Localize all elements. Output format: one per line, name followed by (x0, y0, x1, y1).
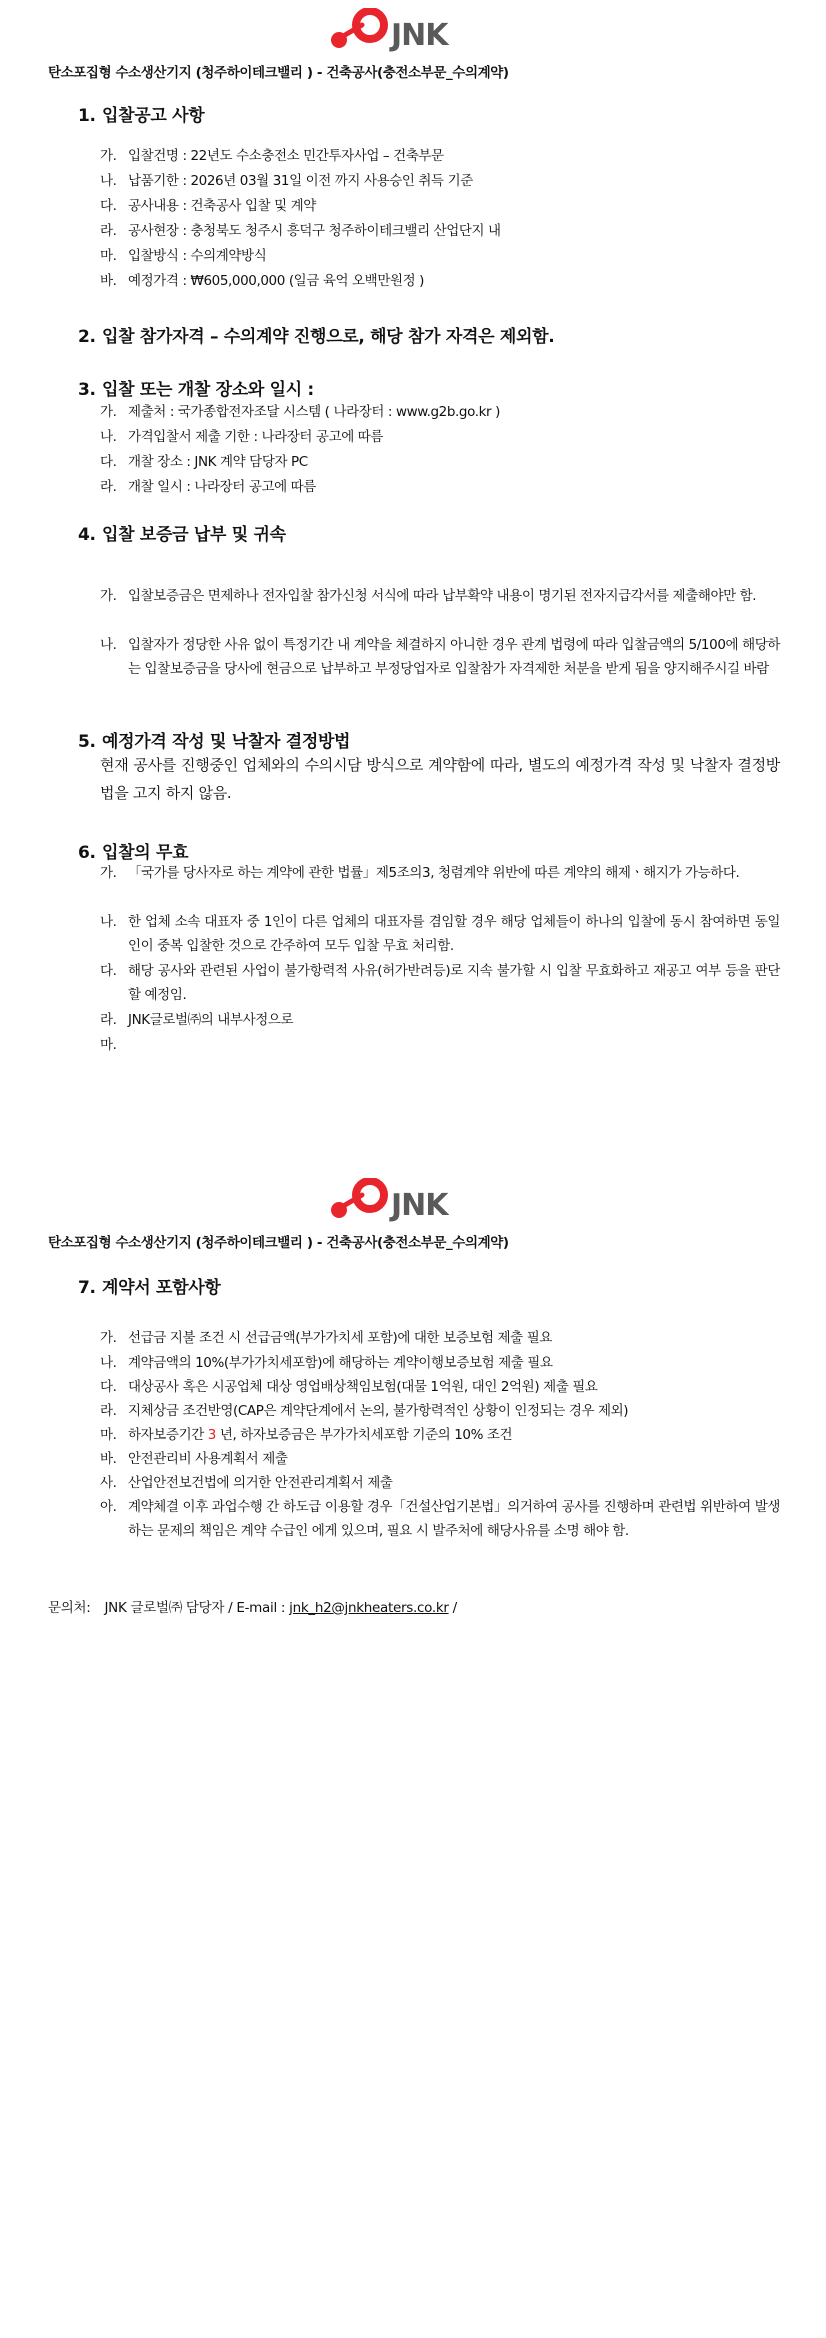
item-label: 가. (100, 588, 117, 604)
list-item (100, 144, 780, 168)
item-label: 나. (100, 637, 117, 653)
item-text: 공사내용 : 건축공사 입찰 및 계약 (128, 198, 316, 214)
item-text: 지체상금 조건반영(CAP은 계약단계에서 논의, 불가항력적인 상황이 인정되는 경우 제외) (128, 1403, 629, 1419)
list-item (100, 1423, 780, 1447)
item-label: 다. (100, 198, 117, 214)
list-item (100, 1351, 780, 1375)
list-item (100, 1326, 780, 1350)
list-item (100, 861, 780, 885)
section-number: 6. (78, 843, 96, 863)
item-label: 마. (100, 248, 117, 264)
item-text: 하자보증기간 (128, 1427, 208, 1443)
list-item (100, 959, 780, 1007)
section-number: 2. (78, 327, 96, 347)
contact-line (48, 1596, 457, 1616)
section-number: 1. (78, 106, 96, 126)
section-number: 7. (78, 1278, 96, 1298)
section-title: 계약서 포함사항 (102, 1278, 221, 1298)
list-item (100, 400, 780, 424)
document-header-title: 탄소포집형 수소생산기지 (청주하이테크밸리 ) - 건축공사(충전소부문_수의계약) (48, 65, 509, 81)
jnk-logo-mark-icon (326, 8, 396, 54)
item-label: 가. (100, 404, 117, 420)
list-item (100, 475, 780, 499)
item-text: 개찰 장소 : JNK 계약 담당자 PC (128, 454, 308, 470)
item-label: 다. (100, 1379, 117, 1395)
item-label: 다. (100, 454, 117, 470)
contact-label: 문의처: (48, 1600, 91, 1616)
item-label: 가. (100, 148, 117, 164)
contact-suffix: / (448, 1600, 457, 1616)
item-text: 선급금 지불 조건 시 선급금액(부가가치세 포함)에 대한 보증보험 제출 필요 (128, 1330, 552, 1346)
list-item (100, 1495, 780, 1543)
item-text: 제출처 : 국가종합전자조달 시스템 ( 나라장터 : www.g2b.go.kr ) (128, 404, 500, 420)
section-title: 입찰공고 사항 (102, 106, 205, 126)
section-title: 입찰의 무효 (102, 843, 189, 863)
item-label: 마. (100, 1037, 117, 1053)
section-number: 4. (78, 525, 96, 545)
section-2-heading (78, 322, 554, 347)
item-label: 바. (100, 273, 117, 289)
item-text: 대상공사 혹은 시공업체 대상 영업배상책임보험(대물 1억원, 대인 2억원) 제출 필요 (128, 1379, 598, 1395)
item-text: 계약금액의 10%(부가가치세포함)에 해당하는 계약이행보증보험 제출 필요 (128, 1355, 553, 1371)
list-item (100, 219, 780, 243)
list-item (100, 1447, 780, 1471)
list-item (100, 1399, 780, 1423)
list-item (100, 244, 780, 268)
item-text: 가격입찰서 제출 기한 : 나라장터 공고에 따름 (128, 429, 384, 445)
item-label: 라. (100, 1012, 117, 1028)
section-number: 3. (78, 380, 96, 400)
item-text: 계약체결 이후 과업수행 간 하도급 이용할 경우「건설산업기본법」의거하여 공사를 진행하며 관련법 위반하여 발생하는 문제의 책임은 계약 수급인 에게 있으며, 필요 시 발주처에 해당사유를 소명 해야 함. (128, 1499, 780, 1539)
list-item (100, 269, 780, 293)
document-page-2 (0, 1170, 826, 2338)
item-label: 라. (100, 223, 117, 239)
item-label: 나. (100, 1355, 117, 1371)
list-item (100, 1471, 780, 1495)
section-5-paragraph: 현재 공사를 진행중인 업체와의 수의시담 방식으로 계약함에 따라, 별도의 예정가격 작성 및 낙찰자 결정방법을 고지 하지 않음. (100, 756, 780, 802)
list-item (100, 584, 780, 608)
item-text: 년, 하자보증금은 부가가치세포함 기준의 10% 조건 (215, 1427, 513, 1443)
list-item (100, 450, 780, 474)
section-5-heading (78, 727, 350, 752)
list-item (100, 1008, 780, 1032)
item-text: 해당 공사와 관련된 사업이 불가항력적 사유(허가반려등)로 지속 불가할 시 입찰 무효화하고 재공고 여부 등을 판단할 예정임. (128, 963, 780, 1003)
item-label: 사. (100, 1475, 117, 1491)
item-label: 다. (100, 963, 117, 979)
section-title: 입찰 또는 개찰 장소와 일시 : (102, 380, 314, 400)
section-title: 입찰 참가자격 – 수의계약 진행으로, 해당 참가 자격은 제외함. (102, 327, 555, 347)
item-text: 한 업체 소속 대표자 중 1인이 다른 업체의 대표자를 겸임할 경우 해당 업체들이 하나의 입찰에 동시 참여하면 동일인이 중복 입찰한 것으로 간주하여 모두 입찰 무효 처리함. (128, 914, 780, 954)
item-text: JNK글로벌㈜의 내부사정으로 (128, 1012, 294, 1028)
jnk-logo (326, 1178, 460, 1224)
contact-email-link[interactable]: jnk_h2@jnkheaters.co.kr (289, 1600, 449, 1616)
section-6-heading (78, 838, 188, 863)
item-text: 입찰보증금은 면제하나 전자입찰 참가신청 서식에 따라 납부확약 내용이 명기된 전자지급각서를 제출해야만 함. (128, 588, 757, 604)
item-text: 공사현장 : 충청북도 청주시 흥덕구 청주하이테크밸리 산업단지 내 (128, 223, 501, 239)
list-item (100, 169, 780, 193)
section-3-heading (78, 375, 314, 400)
item-label: 라. (100, 479, 117, 495)
item-label: 라. (100, 1403, 117, 1419)
contact-person: JNK 글로벌㈜ 담당자 / E-mail : (104, 1600, 290, 1616)
document-header-title: 탄소포집형 수소생산기지 (청주하이테크밸리 ) - 건축공사(충전소부문_수의계약) (48, 1235, 509, 1251)
section-4-heading (78, 520, 286, 545)
section-1-heading (78, 101, 204, 126)
item-text: 산업안전보건법에 의거한 안전관리계획서 제출 (128, 1475, 393, 1491)
item-text: 입찰건명 : 22년도 수소충전소 민간투자사업 – 건축부문 (128, 148, 444, 164)
item-label: 나. (100, 429, 117, 445)
logo-text: JNK (391, 18, 448, 53)
list-item (100, 1375, 780, 1399)
item-label: 나. (100, 173, 117, 189)
section-number: 5. (78, 732, 96, 752)
section-title: 입찰 보증금 납부 및 귀속 (102, 525, 286, 545)
item-label: 나. (100, 914, 117, 930)
item-text: 입찰자가 정당한 사유 없이 특정기간 내 계약을 체결하지 아니한 경우 관계 법령에 따라 입찰금액의 5/100에 해당하는 입찰보증금을 당사에 현금으로 납부하고 부정당업자로 입찰참가 자격제한 처분을 받게 됨을 양지해주시길 바람 (128, 637, 780, 677)
list-item (100, 910, 780, 958)
list-item (100, 194, 780, 218)
item-text: 「국가를 당사자로 하는 계약에 관한 법률」제5조의3, 청렴계약 위반에 따른 계약의 해제ㆍ해지가 가능하다. (128, 865, 740, 881)
warranty-years-value: 3 (207, 1427, 216, 1443)
item-text: 안전관리비 사용계획서 제출 (128, 1451, 288, 1467)
item-text: 예정가격 : ₩605,000,000 (일금 육억 오백만원정 ) (128, 273, 424, 289)
jnk-logo-mark-icon (326, 1178, 396, 1224)
item-text: 입찰방식 : 수의계약방식 (128, 248, 267, 264)
item-text: 납품기한 : 2026년 03월 31일 이전 까지 사용승인 취득 기준 (128, 173, 473, 189)
item-label: 가. (100, 1330, 117, 1346)
item-label: 가. (100, 865, 117, 881)
list-item (100, 633, 780, 681)
item-label: 아. (100, 1499, 117, 1515)
item-label: 마. (100, 1427, 117, 1443)
section-title: 예정가격 작성 및 낙찰자 결정방법 (102, 732, 351, 752)
logo-text: JNK (391, 1188, 448, 1223)
list-item (100, 425, 780, 449)
item-text: 개찰 일시 : 나라장터 공고에 따름 (128, 479, 316, 495)
jnk-logo (326, 8, 460, 54)
item-label: 바. (100, 1451, 117, 1467)
section-7-heading (78, 1273, 220, 1298)
